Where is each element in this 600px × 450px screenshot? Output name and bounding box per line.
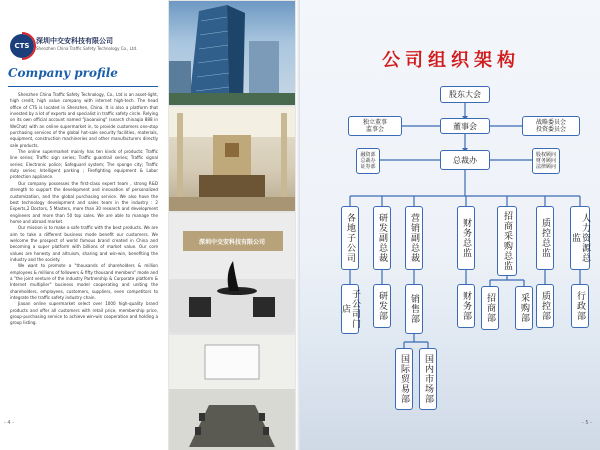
paragraph: Jiaoan online supermarket select over 1000 high-quality brand products and offer all customers with retail price, membership price, group-purchasing service to achieve win-win cooperation and holding a group listing. [10, 301, 158, 326]
company-name-en: Shenzhen China Traffic Safety Technology Co., Ltd. [36, 46, 138, 51]
dept-domestic-market: 国内市场部 [419, 348, 437, 410]
office-photo [168, 212, 296, 334]
office-illustration [169, 213, 295, 333]
org-chart-title: 公司组织架构 [382, 50, 520, 71]
dept-investment: 招商部 [481, 286, 499, 330]
dept-international-trade: 国际贸易部 [395, 348, 413, 410]
division-subsidiaries: 各地子公司 [341, 206, 359, 270]
advisor-equity: 股权顾问 [535, 152, 556, 158]
division-qc-director: 质控总监 [536, 206, 554, 270]
advisor-legal: 法律顾问 [535, 164, 556, 170]
dept-sales: 销售部 [405, 284, 423, 334]
page-number-left: - 4 - [4, 420, 14, 426]
lobby-illustration [169, 107, 295, 211]
building-illustration [169, 1, 295, 105]
division-rd-vp: 研发副总裁 [373, 206, 391, 270]
advisor-finance: 财务顾问 [535, 158, 556, 164]
left-offices-box [356, 148, 380, 174]
office-sign: 深圳中交安科技有限公司 [198, 239, 265, 246]
company-name-cn: 深圳中交安科技有限公司 [36, 37, 113, 45]
office-securities: 证券部 [360, 164, 376, 170]
dept-admin: 行政部 [571, 284, 589, 328]
title-divider [8, 86, 158, 87]
division-finance-director: 财务总监 [457, 206, 475, 270]
supervisors-box: 独立董事 监事会 [348, 116, 402, 136]
dept-finance: 财务部 [457, 284, 475, 328]
page-number-right: - 5 - [582, 420, 592, 426]
office-president: 总裁办 [360, 158, 376, 164]
right-page [300, 0, 600, 450]
dept-rd: 研发部 [373, 284, 391, 328]
division-hr-director: 人力资源总监 [570, 206, 590, 270]
paragraph: Our company possesses the first-class expert team , strong R&D strength to support the development and innovation of personalized customization, and the global purchasing service. We also have the best technology development and sales team in the industry : 2 Experts,2 Doctors, 5 Masters, more than 30 research and development engineers and more than 50 top sales. We are able to manage the home and abroad market. [10, 180, 158, 224]
logo-ring [8, 32, 36, 60]
shareholders-box: 股东大会 [440, 86, 490, 103]
building-photo [168, 0, 296, 106]
meeting-room-photo [168, 334, 296, 450]
division-investment-purchasing: 招商采购总监 [497, 206, 517, 276]
profile-title: Company profile [8, 66, 118, 80]
office-financing: 融资部 [360, 152, 376, 158]
lobby-photo [168, 106, 296, 212]
logo-text: CTS [14, 42, 30, 50]
right-advisors-box [532, 148, 560, 174]
committee-box: 战略委员会 投资委员会 [522, 116, 580, 136]
president-office-box: 总裁办 [440, 150, 490, 170]
paragraph: We want to promote a "thousands of shareholders & million employees & millions of followers & fifty thousand members" mode and a "the joint venture of the industry Partnership & Corporate platform & Internet multiplier" business model cooperating and uniting the shareholders, employees, customers, suppliers, even competitors to integrate the traffic safety industry chain. [10, 263, 158, 300]
paragraph: Shenzhen China Traffic Safety Technology, Co., Ltd is an asset-light, high credit, high value company with internet high-tech. The head office of CTS is located in Shenzhen, China. It is also a platform that invested by a lot of experts and specialist in traffic safety circle. Relying on its own official account named "Jiaoanxing" (search chinaqia 888 in WeChat) with an online supermarket in, to provide customers one-stop purchasing services of the global hot-sale security facilities, materials, equipment, construction machineries and other manufacturers directly sale products. [10, 92, 158, 148]
dept-subsidiary-stores: 子公司门店 [341, 284, 359, 334]
board-box: 董事会 [440, 118, 490, 134]
paragraph: The online supermarket mainly has ten kinds of products: Traffic line series; Traffic sign series; Traffic guardrail series; Traffic signal series; Electronic police; Safeguard system; The sponge city; Traffic duty series; Intelligent parking ; Firefighting equipment & Labor protection appliance. [10, 149, 158, 180]
meeting-illustration [169, 335, 295, 450]
division-marketing-vp: 营销副总裁 [405, 206, 423, 270]
profile-text [10, 92, 158, 327]
paragraph: Our mission is to make a safe traffic with the best products. We are aim to take a different business mode benefit our customers. We welcome the prospect of world famous brand created in China and becoming a super platform with billions of market value. Our core values are honesty and altruism, sharing and win-win, benefiting the industry and the society. [10, 225, 158, 262]
dept-purchasing: 采购部 [515, 286, 533, 330]
dept-qc: 质控部 [536, 284, 554, 328]
company-logo [10, 34, 34, 58]
